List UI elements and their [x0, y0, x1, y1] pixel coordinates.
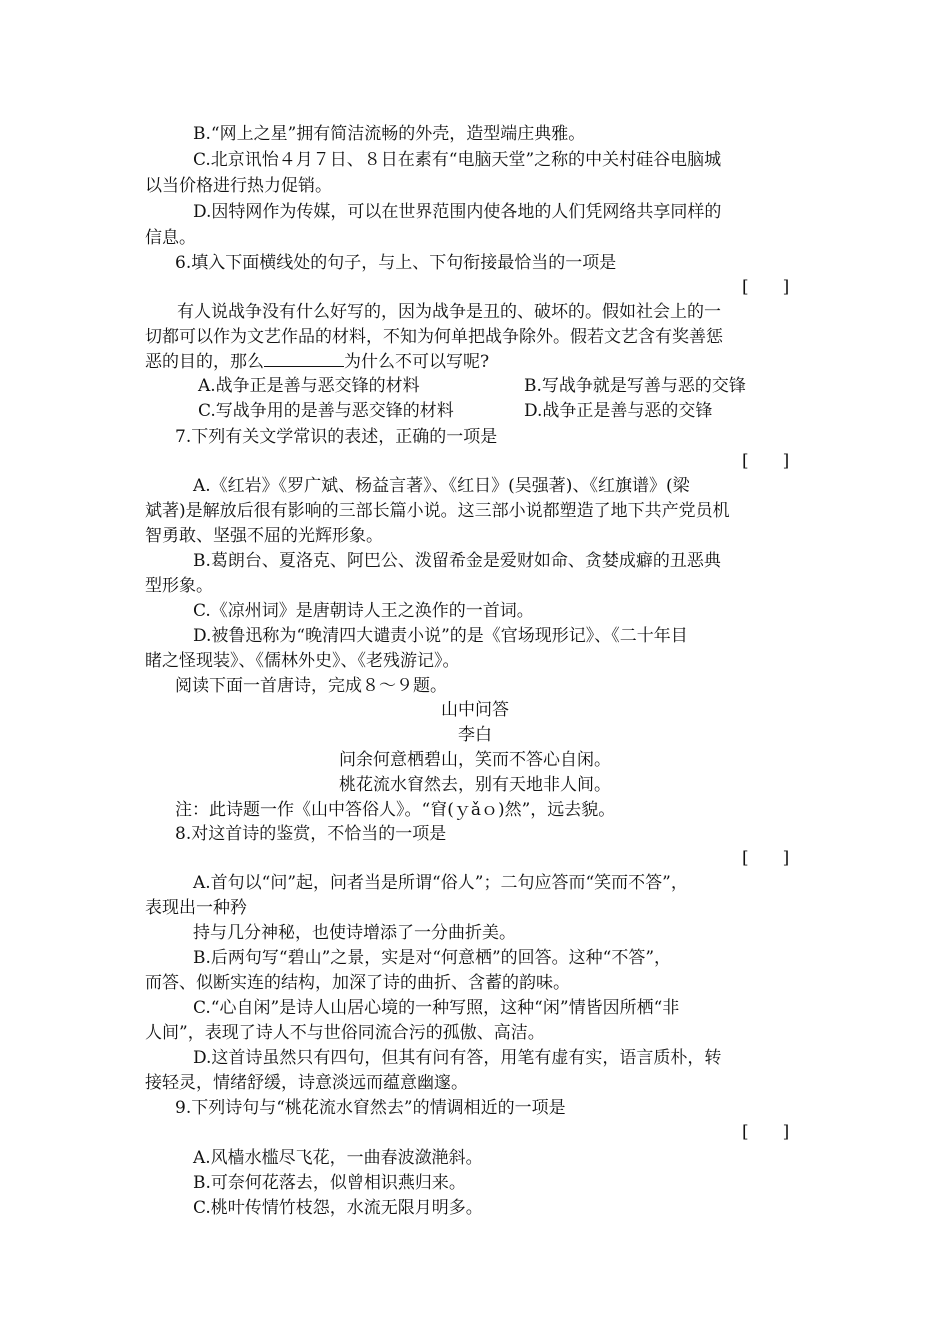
q7-option-a-line1: A.《红岩》《罗广斌、杨益言著》、《红日》(吴强著)、《红旗谱》(梁 — [193, 476, 690, 496]
q6-passage-line3 — [145, 350, 489, 375]
q5-option-c-line2: 以当价格进行热力促销。 — [145, 176, 332, 196]
q9-option-a: A.风樯水槛尽飞花，一曲春波潋滟斜。 — [193, 1148, 483, 1168]
q9-answer-bracket: [ ] — [742, 1122, 790, 1142]
q5-option-c-line1: C.北京讯怡４月７日、８日在素有“电脑天堂”之称的中关村硅谷电脑城 — [193, 150, 722, 170]
q8-option-c-line2: 人间”，表现了诗人不与世俗同流合污的孤傲、高洁。 — [145, 1023, 545, 1043]
q5-option-b: B.“网上之星”拥有简洁流畅的外壳，造型端庄典雅。 — [193, 124, 586, 144]
q6-passage-line3-pre: 恶的目的，那么 — [145, 352, 264, 372]
q8-option-d-line2: 接轻灵，情绪舒缓，诗意淡远而蕴意幽邃。 — [145, 1073, 468, 1093]
q9-option-c: C.桃叶传情竹枝怨，水流无限月明多。 — [193, 1198, 483, 1218]
poem-title: 山中问答 — [441, 700, 509, 720]
q7-option-d-line2: 睹之怪现装》、《儒林外史》、《老残游记》。 — [145, 651, 460, 671]
q8-option-d-line1: D.这首诗虽然只有四句，但其有问有答，用笔有虚有实，语言质朴，转 — [193, 1048, 722, 1068]
q7-option-b-line2: 型形象。 — [145, 576, 213, 596]
q7-option-a-line2: 斌著)是解放后很有影响的三部长篇小说。这三部小说都塑造了地下共产党员机 — [145, 501, 730, 521]
q6-passage-line2: 切都可以作为文艺作品的材料，不知为何单把战争除外。假若文艺含有奖善惩 — [145, 327, 723, 347]
q7-stem: 7.下列有关文学常识的表述，正确的一项是 — [175, 427, 498, 447]
q8-option-c-line1: C.“心自闲”是诗人山居心境的一种写照，这种“闲”情皆因所栖“非 — [193, 998, 680, 1018]
q8-option-b-line1: B.后两句写“碧山”之景，实是对“何意栖”的回答。这种“不答”， — [193, 948, 672, 968]
q7-answer-bracket: [ ] — [742, 451, 790, 471]
poem-line1: 问余何意栖碧山，笑而不答心自闲。 — [339, 750, 611, 770]
q7-option-c: C.《凉州词》是唐朝诗人王之涣作的一首词。 — [193, 601, 534, 621]
q7-option-b-line1: B.葛朗台、夏洛克、阿巴公、泼留希金是爱财如命、贪婪成癖的丑恶典 — [193, 551, 721, 571]
q8-option-a-line3: 持与几分神秘，也使诗增添了一分曲折美。 — [193, 923, 516, 943]
q6-passage-line3-post: 为什么不可以写呢? — [344, 352, 490, 372]
q6-stem: 6.填入下面横线处的句子，与上、下句衔接最恰当的一项是 — [175, 253, 617, 273]
q8-option-a-line1: A.首句以“问”起，问者当是所谓“俗人”；二句应答而“笑而不答”， — [193, 873, 688, 893]
poem-author: 李白 — [458, 725, 492, 745]
q6-answer-bracket: [ ] — [742, 277, 790, 297]
q7-option-a-line3: 智勇敢、坚强不屈的光辉形象。 — [145, 526, 383, 546]
q6-option-c: C.写战争用的是善与恶交锋的材料 — [198, 401, 454, 421]
q8-option-a-line2: 表现出一种矜 — [145, 898, 247, 918]
reading-intro: 阅读下面一首唐诗，完成８～９题。 — [175, 676, 447, 696]
q7-option-d-line1: D.被鲁迅称为“晚清四大谴责小说”的是《官场现形记》、《二十年目 — [193, 626, 688, 646]
poem-line2: 桃花流水窅然去，别有天地非人间。 — [339, 775, 611, 795]
q6-option-d: D.战争正是善与恶的交锋 — [524, 401, 713, 421]
q5-option-d-line1: D.因特网作为传媒，可以在世界范围内使各地的人们凭网络共享同样的 — [193, 202, 722, 222]
q9-option-b: B.可奈何花落去，似曾相识燕归来。 — [193, 1173, 466, 1193]
q6-option-a: A.战争正是善与恶交锋的材料 — [198, 376, 420, 396]
q9-stem: 9.下列诗句与“桃花流水窅然去”的情调相近的一项是 — [175, 1098, 566, 1118]
q8-answer-bracket: [ ] — [742, 848, 790, 868]
q8-stem: 8.对这首诗的鉴赏，不恰当的一项是 — [175, 824, 447, 844]
q5-option-d-line2: 信息。 — [145, 228, 196, 248]
q6-option-b: B.写战争就是写善与恶的交锋 — [524, 376, 746, 396]
fill-in-blank — [264, 350, 344, 367]
q8-option-b-line2: 而答、似断实连的结构，加深了诗的曲折、含蓄的韵味。 — [145, 973, 570, 993]
q6-passage-line1: 有人说战争没有什么好写的，因为战争是丑的、破坏的。假如社会上的一 — [177, 302, 721, 322]
poem-note: 注：此诗题一作《山中答俗人》。“窅(ｙǎｏ)然”，远去貌。 — [175, 800, 616, 820]
